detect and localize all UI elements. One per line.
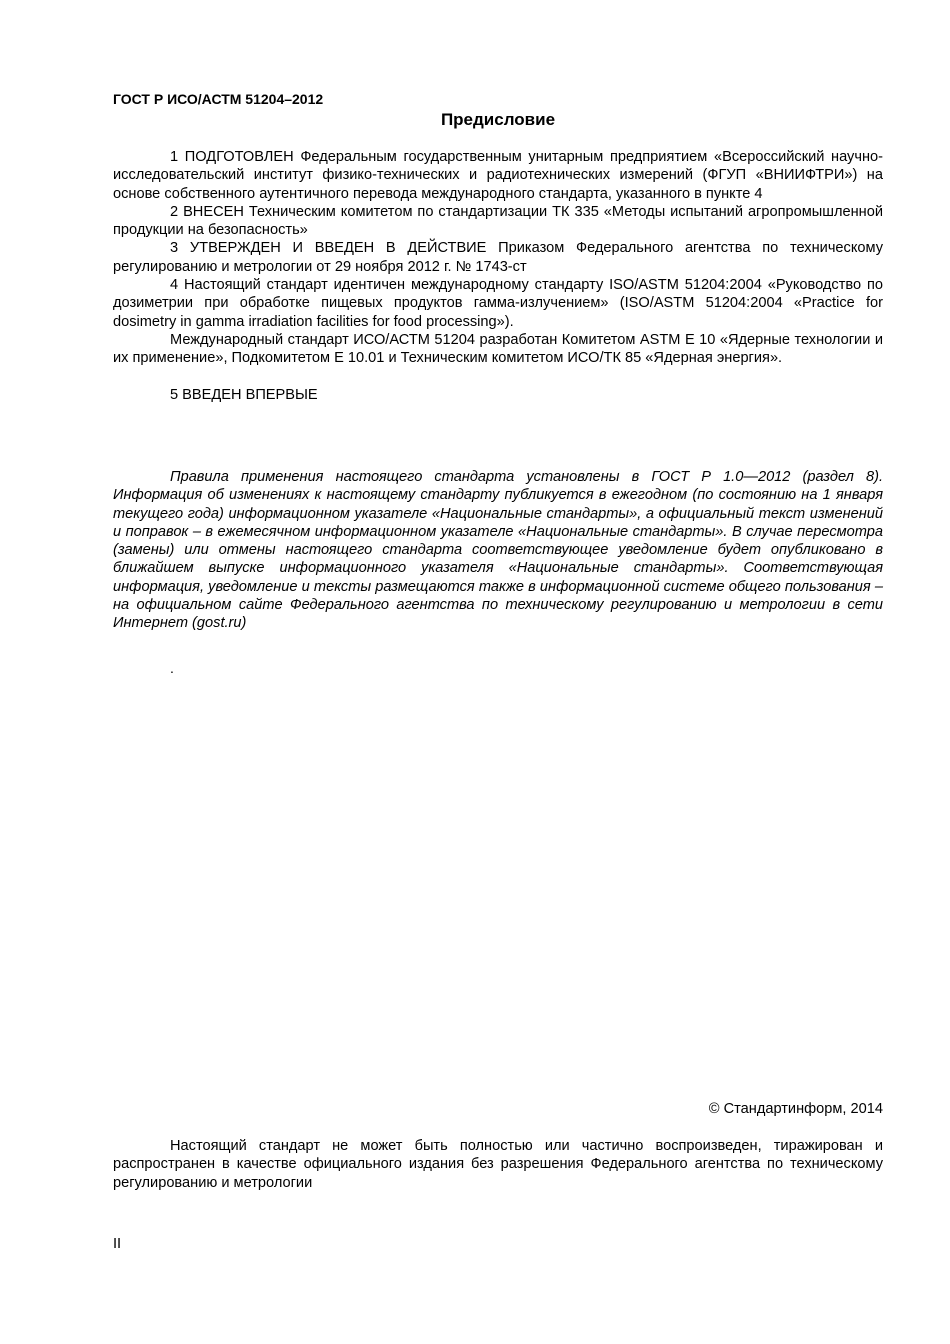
paragraph-identical-standard: 4 Настоящий стандарт идентичен международному стандарту ISO/ASTM 51204:2004 «Руководство по дозиметрии при обработке пищевых продуктов гамма-излучением» (ISO/ASTM 51204:2004 «Practice for dosimetry in gamma irradiation facilities for food processing»). xyxy=(113,277,883,330)
standard-code: ГОСТ Р ИСО/АСТМ 51204–2012 xyxy=(113,91,324,107)
foreword-body xyxy=(113,148,883,404)
paragraph-first-introduced: 5 ВВЕДЕН ВПЕРВЫЕ xyxy=(170,386,318,403)
stray-mark: . xyxy=(170,660,174,676)
page-number: II xyxy=(113,1236,122,1252)
copyright-line: © Стандартинформ, 2014 xyxy=(708,1101,883,1117)
reproduction-notice: Настоящий стандарт не может быть полностью или частично воспроизведен, тиражирован и распространен в качестве официального издания без разрешения Федерального агентства по техническому регулированию и метрологии xyxy=(113,1138,883,1191)
paragraph-prepared-by: 1 ПОДГОТОВЛЕН Федеральным государственным унитарным предприятием «Всероссийский научно-исследовательский институт физико-технических и радиотехнических измерений (ФГУП «ВНИИФТРИ») на основе собственного аутентичного перевода международного стандарта, указанного в пункте 4 xyxy=(113,149,883,202)
paragraph-international-standard: Международный стандарт ИСО/АСТМ 51204 разработан Комитетом ASTM E 10 «Ядерные технологии и их применение», Подкомитетом E 10.01 и Техническим комитетом ИСО/ТК 85 «Ядерная энергия». xyxy=(113,331,883,367)
application-rules-notice: Правила применения настоящего стандарта установлены в ГОСТ Р 1.0—2012 (раздел 8). Информация об изменениях к настоящему стандарту публикуется в ежегодном (по состоянию на 1 января текущего года) информационном указателе «Национальные стандарты», а официальный текст изменений и поправок – в ежемесячном информационном указателе «Национальные стандарты». В случае пересмотра (замены) или отмены настоящего стандарта соответствующее уведомление будет опубликовано в ближайшем выпуске информационного указателя «Национальные стандарты». Соответствующая информация, уведомление и тексты размещаются также в информационной системе общего пользования – на официальном сайте Федерального агентства по техническому регулированию и метрологии в сети Интернет (gost.ru) xyxy=(113,469,883,632)
page-title: Предисловие xyxy=(440,110,556,129)
spacer xyxy=(113,368,883,386)
paragraph-approved: 3 УТВЕРЖДЕН И ВВЕДЕН В ДЕЙСТВИЕ Приказом Федерального агентства по техническому регулированию и метрологии от 29 ноября 2012 г. № 1743-ст xyxy=(113,240,883,275)
paragraph-introduced-by: 2 ВНЕСЕН Техническим комитетом по стандартизации ТК 335 «Методы испытаний агропромышленной продукции на безопасность» xyxy=(113,203,883,239)
